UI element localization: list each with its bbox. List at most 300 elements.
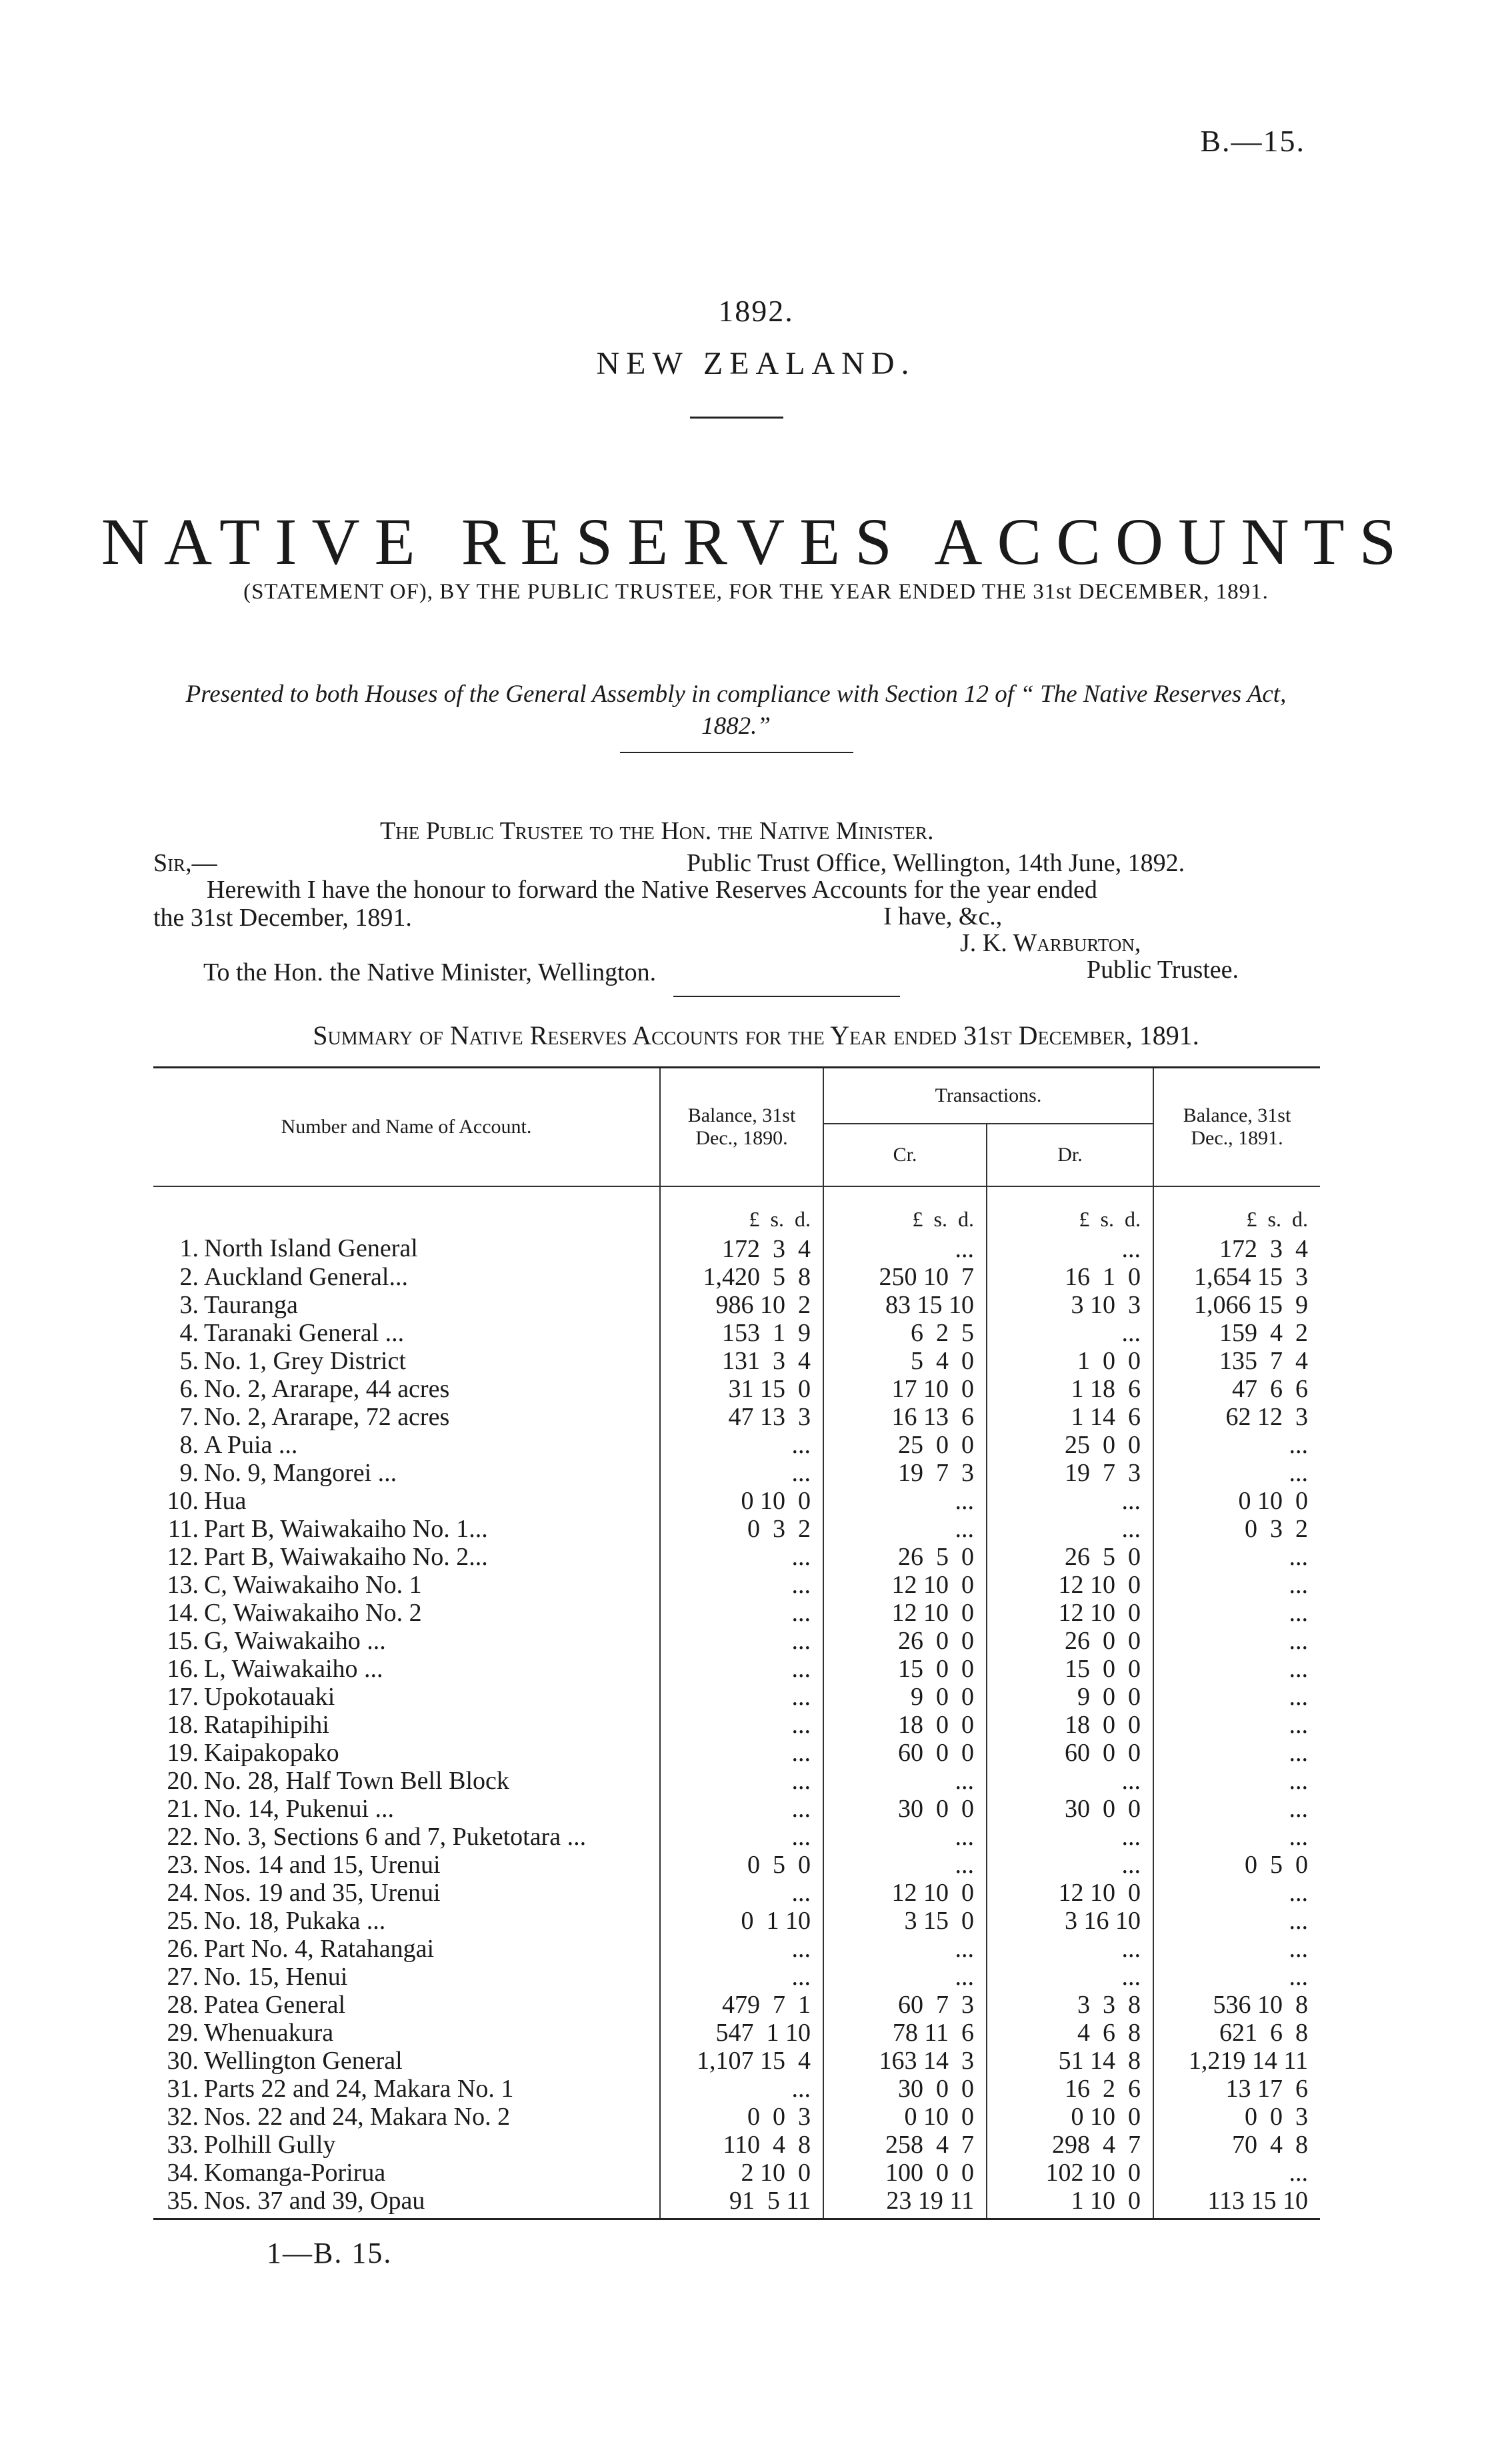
balance-1890-cell: 131 3 4 — [660, 1347, 823, 1375]
credit-cell: 60 0 0 — [823, 1739, 987, 1767]
balance-1891-cell: ... — [1153, 1543, 1320, 1571]
credit-cell: 9 0 0 — [823, 1683, 987, 1711]
balance-1891-cell: ... — [1153, 1879, 1320, 1907]
account-number: 22. — [167, 1823, 199, 1851]
balance-1891-cell: ... — [1153, 1627, 1320, 1655]
account-name-cell — [153, 1571, 660, 1599]
account-name: Polhill Gully — [204, 2131, 336, 2159]
balance-1890-cell: ... — [660, 1935, 823, 1963]
credit-cell: ... — [823, 1963, 987, 1991]
account-number: 23. — [167, 1851, 199, 1879]
page-title: NATIVE RESERVES ACCOUNTS — [101, 505, 1411, 579]
account-name: Kaipakopako — [204, 1739, 339, 1767]
balance-1890-cell: 172 3 4 — [660, 1233, 823, 1263]
accounts-table-body — [153, 1233, 1320, 2219]
balance-1890-cell: ... — [660, 1879, 823, 1907]
table-row — [153, 1375, 1320, 1403]
credit-cell: 30 0 0 — [823, 1795, 987, 1823]
country-heading: NEW ZEALAND. — [596, 346, 916, 381]
balance-1890-cell: ... — [660, 1627, 823, 1655]
table-row — [153, 1991, 1320, 2019]
debit-cell: 51 14 8 — [987, 2047, 1153, 2075]
account-number: 8. — [179, 1431, 199, 1459]
account-name: No. 15, Henui — [204, 1963, 348, 1991]
account-name: No. 28, Half Town Bell Block — [204, 1767, 509, 1795]
debit-cell: ... — [987, 1515, 1153, 1543]
table-row — [153, 1823, 1320, 1851]
account-number: 30. — [167, 2047, 199, 2075]
account-number: 17. — [167, 1683, 199, 1711]
table-row — [153, 2075, 1320, 2103]
table-row — [153, 1655, 1320, 1683]
debit-cell: 26 0 0 — [987, 1627, 1153, 1655]
account-name-cell — [153, 2047, 660, 2075]
letter-signatory: J. K. Warburton, — [960, 929, 1141, 957]
balance-1891-cell: 1,654 15 3 — [1153, 1263, 1320, 1291]
balance-1891-cell: 536 10 8 — [1153, 1991, 1320, 2019]
table-row — [153, 1907, 1320, 1935]
account-number: 19. — [167, 1739, 199, 1767]
balance-1891-cell: ... — [1153, 1739, 1320, 1767]
account-name-cell — [153, 1543, 660, 1571]
table-row — [153, 1795, 1320, 1823]
balance-1890-cell: ... — [660, 1431, 823, 1459]
account-name-cell — [153, 2103, 660, 2131]
balance-1891-cell: ... — [1153, 1599, 1320, 1627]
table-row — [153, 1459, 1320, 1487]
balance-1890-cell: 0 10 0 — [660, 1487, 823, 1515]
balance-1890-cell: ... — [660, 1767, 823, 1795]
balance-1891-cell: ... — [1153, 1571, 1320, 1599]
table-row — [153, 2187, 1320, 2219]
table-row — [153, 1403, 1320, 1431]
balance-1891-cell: 0 10 0 — [1153, 1487, 1320, 1515]
debit-cell: 0 10 0 — [987, 2103, 1153, 2131]
account-name-cell — [153, 1795, 660, 1823]
account-name-cell — [153, 1431, 660, 1459]
account-number: 14. — [167, 1599, 199, 1627]
account-name-cell — [153, 1767, 660, 1795]
balance-1891-cell: ... — [1153, 1655, 1320, 1683]
account-name-cell — [153, 1683, 660, 1711]
balance-1890-cell: ... — [660, 1963, 823, 1991]
debit-cell: ... — [987, 1935, 1153, 1963]
balance-1890-cell: ... — [660, 1823, 823, 1851]
balance-1890-cell: 153 1 9 — [660, 1319, 823, 1347]
balance-1890-cell: 47 13 3 — [660, 1403, 823, 1431]
account-number: 25. — [167, 1907, 199, 1935]
credit-cell: 12 10 0 — [823, 1879, 987, 1907]
account-number: 15. — [167, 1627, 199, 1655]
account-name-cell — [153, 1487, 660, 1515]
document-year: 1892. — [718, 294, 794, 328]
table-row — [153, 1431, 1320, 1459]
account-name-cell — [153, 1599, 660, 1627]
debit-cell: 16 2 6 — [987, 2075, 1153, 2103]
debit-cell: 1 14 6 — [987, 1403, 1153, 1431]
balance-1890-cell: 0 3 2 — [660, 1515, 823, 1543]
account-name: Nos. 14 and 15, Urenui — [204, 1851, 441, 1879]
units-spacer — [153, 1186, 660, 1233]
account-name-cell — [153, 2019, 660, 2047]
credit-cell: 78 11 6 — [823, 2019, 987, 2047]
account-name-cell — [153, 1263, 660, 1291]
account-name-cell — [153, 1233, 660, 1263]
column-header-transactions: Transactions. — [823, 1068, 1153, 1124]
account-number: 7. — [179, 1403, 199, 1431]
account-name-cell — [153, 1291, 660, 1319]
table-row — [153, 1291, 1320, 1319]
account-name-cell — [153, 2187, 660, 2219]
credit-cell: 18 0 0 — [823, 1711, 987, 1739]
balance-1891-cell: ... — [1153, 1683, 1320, 1711]
account-name: North Island General — [204, 1234, 418, 1262]
table-row — [153, 1487, 1320, 1515]
account-name-cell — [153, 2075, 660, 2103]
balance-1891-cell: ... — [1153, 1823, 1320, 1851]
table-row — [153, 1319, 1320, 1347]
letter-addressee: To the Hon. the Native Minister, Wellington. — [203, 958, 657, 986]
balance-1891-cell: 0 3 2 — [1153, 1515, 1320, 1543]
balance-1891-cell: 135 7 4 — [1153, 1347, 1320, 1375]
account-name-cell — [153, 1991, 660, 2019]
account-name: C, Waiwakaiho No. 1 — [204, 1571, 422, 1599]
balance-1891-cell: ... — [1153, 1963, 1320, 1991]
debit-cell: 30 0 0 — [987, 1795, 1153, 1823]
debit-cell: 4 6 8 — [987, 2019, 1153, 2047]
debit-cell: ... — [987, 1487, 1153, 1515]
credit-cell: ... — [823, 1487, 987, 1515]
balance-1891-cell: 621 6 8 — [1153, 2019, 1320, 2047]
letter-signatory-title: Public Trustee. — [1087, 956, 1239, 984]
table-row — [153, 1935, 1320, 1963]
balance-1890-cell: 31 15 0 — [660, 1375, 823, 1403]
account-name-cell — [153, 1739, 660, 1767]
letter-body-line-1: Herewith I have the honour to forward the Native Reserves Accounts for the year ended — [207, 876, 1097, 904]
account-number: 35. — [167, 2187, 199, 2215]
balance-1891-cell: ... — [1153, 1459, 1320, 1487]
letter-heading: The Public Trustee to the Hon. the Native Minister. — [380, 817, 934, 845]
account-name: Whenuakura — [204, 2019, 334, 2047]
account-name: Parts 22 and 24, Makara No. 1 — [204, 2075, 514, 2103]
account-name: Upokotauaki — [204, 1683, 335, 1711]
column-header-cr: Cr. — [823, 1124, 987, 1186]
credit-cell: ... — [823, 1851, 987, 1879]
account-name-cell — [153, 1347, 660, 1375]
balance-1890-cell: ... — [660, 1543, 823, 1571]
account-number: 34. — [167, 2159, 199, 2187]
credit-cell: 250 10 7 — [823, 1263, 987, 1291]
debit-cell: 25 0 0 — [987, 1431, 1153, 1459]
account-name: Tauranga — [204, 1291, 298, 1319]
debit-cell: ... — [987, 1823, 1153, 1851]
account-name-cell — [153, 1627, 660, 1655]
table-row — [153, 2131, 1320, 2159]
table-row — [153, 1599, 1320, 1627]
credit-cell: 6 2 5 — [823, 1319, 987, 1347]
account-name: Part B, Waiwakaiho No. 2... — [204, 1543, 488, 1571]
debit-cell: 1 10 0 — [987, 2187, 1153, 2219]
debit-cell: 298 4 7 — [987, 2131, 1153, 2159]
account-number: 18. — [167, 1711, 199, 1739]
balance-1891-cell: 0 0 3 — [1153, 2103, 1320, 2131]
account-name: No. 14, Pukenui ... — [204, 1795, 394, 1823]
account-number: 10. — [167, 1487, 199, 1515]
balance-1891-cell: 13 17 6 — [1153, 2075, 1320, 2103]
account-name-cell — [153, 1319, 660, 1347]
account-number: 9. — [179, 1459, 199, 1487]
table-row — [153, 1963, 1320, 1991]
balance-1891-cell: 1,066 15 9 — [1153, 1291, 1320, 1319]
account-name-cell — [153, 1515, 660, 1543]
account-name: No. 2, Ararape, 44 acres — [204, 1375, 450, 1403]
debit-cell: 3 10 3 — [987, 1291, 1153, 1319]
account-name: No. 3, Sections 6 and 7, Puketotara ... — [204, 1823, 587, 1851]
credit-cell: 26 5 0 — [823, 1543, 987, 1571]
units-label: £ s. d. — [660, 1186, 823, 1233]
credit-cell: 5 4 0 — [823, 1347, 987, 1375]
divider-rule — [620, 752, 853, 753]
credit-cell: 0 10 0 — [823, 2103, 987, 2131]
balance-1891-cell: ... — [1153, 1935, 1320, 1963]
column-header-dr: Dr. — [987, 1124, 1153, 1186]
debit-cell: 12 10 0 — [987, 1879, 1153, 1907]
credit-cell: 163 14 3 — [823, 2047, 987, 2075]
letter-address-date: Public Trust Office, Wellington, 14th June, 1892. — [687, 849, 1185, 877]
table-row — [153, 1683, 1320, 1711]
document-reference: B.—15. — [1200, 124, 1305, 158]
units-label: £ s. d. — [823, 1186, 987, 1233]
account-number: 1. — [179, 1234, 199, 1262]
account-name: No. 9, Mangorei ... — [204, 1459, 397, 1487]
account-name: Part No. 4, Ratahangai — [204, 1935, 435, 1963]
account-name-cell — [153, 1459, 660, 1487]
balance-1890-cell: ... — [660, 1683, 823, 1711]
table-row — [153, 1515, 1320, 1543]
credit-cell: ... — [823, 1935, 987, 1963]
letter-salutation: Sir,— — [153, 849, 217, 877]
balance-1891-cell: ... — [1153, 1431, 1320, 1459]
debit-cell: 18 0 0 — [987, 1711, 1153, 1739]
balance-1890-cell: ... — [660, 1739, 823, 1767]
credit-cell: 17 10 0 — [823, 1375, 987, 1403]
account-name: L, Waiwakaiho ... — [204, 1655, 383, 1683]
balance-1890-cell: 0 1 10 — [660, 1907, 823, 1935]
page-footer-signature: 1—B. 15. — [267, 2237, 393, 2269]
account-number: 32. — [167, 2103, 199, 2131]
balance-1891-cell: 1,219 14 11 — [1153, 2047, 1320, 2075]
account-name: Wellington General — [204, 2047, 403, 2075]
balance-1890-cell: 547 1 10 — [660, 2019, 823, 2047]
balance-1890-cell: 986 10 2 — [660, 1291, 823, 1319]
account-number: 3. — [179, 1291, 199, 1319]
debit-cell: 3 3 8 — [987, 1991, 1153, 2019]
balance-1890-cell: ... — [660, 1795, 823, 1823]
credit-cell: 12 10 0 — [823, 1599, 987, 1627]
account-name-cell — [153, 1935, 660, 1963]
table-row — [153, 1711, 1320, 1739]
debit-cell: 12 10 0 — [987, 1571, 1153, 1599]
balance-1890-cell: 479 7 1 — [660, 1991, 823, 2019]
account-name: Nos. 22 and 24, Makara No. 2 — [204, 2103, 511, 2131]
table-row — [153, 2019, 1320, 2047]
debit-cell: 60 0 0 — [987, 1739, 1153, 1767]
table-row — [153, 1767, 1320, 1795]
credit-cell: 3 15 0 — [823, 1907, 987, 1935]
credit-cell: ... — [823, 1233, 987, 1263]
account-name-cell — [153, 1655, 660, 1683]
balance-1890-cell: 110 4 8 — [660, 2131, 823, 2159]
balance-1890-cell: ... — [660, 1571, 823, 1599]
table-row — [153, 1879, 1320, 1907]
account-number: 11. — [167, 1515, 199, 1543]
account-name: A Puia ... — [204, 1431, 298, 1459]
units-label: £ s. d. — [987, 1186, 1153, 1233]
balance-1891-cell: ... — [1153, 1795, 1320, 1823]
account-name: G, Waiwakaiho ... — [204, 1627, 386, 1655]
account-name: No. 18, Pukaka ... — [204, 1907, 386, 1935]
balance-1891-cell: 62 12 3 — [1153, 1403, 1320, 1431]
table-row — [153, 2159, 1320, 2187]
account-number: 27. — [167, 1963, 199, 1991]
column-header-name: Number and Name of Account. — [281, 1116, 532, 1138]
account-number: 4. — [179, 1319, 199, 1347]
accounts-table — [153, 1066, 1320, 2220]
credit-cell: ... — [823, 1767, 987, 1795]
table-row — [153, 1263, 1320, 1291]
summary-title: Summary of Native Reserves Accounts for the Year ended 31st December, 1891. — [313, 1020, 1199, 1050]
debit-cell: 1 0 0 — [987, 1347, 1153, 1375]
account-name: Taranaki General ... — [204, 1319, 405, 1347]
account-name-cell — [153, 1851, 660, 1879]
credit-cell: 30 0 0 — [823, 2075, 987, 2103]
credit-cell: 83 15 10 — [823, 1291, 987, 1319]
balance-1890-cell: 91 5 11 — [660, 2187, 823, 2219]
table-row — [153, 1233, 1320, 1263]
divider-rule — [690, 417, 783, 419]
debit-cell: ... — [987, 1963, 1153, 1991]
credit-cell: ... — [823, 1515, 987, 1543]
account-name-cell — [153, 1907, 660, 1935]
balance-1890-cell: 1,420 5 8 — [660, 1263, 823, 1291]
debit-cell: 26 5 0 — [987, 1543, 1153, 1571]
units-label: £ s. d. — [1153, 1186, 1320, 1233]
account-name: No. 2, Ararape, 72 acres — [204, 1403, 450, 1431]
debit-cell: 1 18 6 — [987, 1375, 1153, 1403]
account-number: 26. — [167, 1935, 199, 1963]
balance-1890-cell: 0 0 3 — [660, 2103, 823, 2131]
presented-note: Presented to both Houses of the General Assembly in compliance with Section 12 of “ The Native Reserves Act, 1882.” — [185, 680, 1287, 740]
divider-rule — [673, 996, 900, 997]
debit-cell: 102 10 0 — [987, 2159, 1153, 2187]
credit-cell: 258 4 7 — [823, 2131, 987, 2159]
credit-cell: 19 7 3 — [823, 1459, 987, 1487]
balance-1890-cell: 0 5 0 — [660, 1851, 823, 1879]
credit-cell: 26 0 0 — [823, 1627, 987, 1655]
credit-cell: 100 0 0 — [823, 2159, 987, 2187]
balance-1890-cell: 1,107 15 4 — [660, 2047, 823, 2075]
balance-1891-cell: 113 15 10 — [1153, 2187, 1320, 2219]
letter-closing: I have, &c., — [883, 902, 1003, 930]
account-name-cell — [153, 1879, 660, 1907]
table-row — [153, 2103, 1320, 2131]
credit-cell: 23 19 11 — [823, 2187, 987, 2219]
account-number: 28. — [167, 1991, 199, 2019]
letter-body-line-2: the 31st December, 1891. — [153, 904, 412, 932]
balance-1890-cell: ... — [660, 1655, 823, 1683]
credit-cell: 60 7 3 — [823, 1991, 987, 2019]
balance-1891-cell: 47 6 6 — [1153, 1375, 1320, 1403]
account-name-cell — [153, 1375, 660, 1403]
account-name-cell — [153, 1403, 660, 1431]
account-number: 21. — [167, 1795, 199, 1823]
account-name-cell — [153, 2159, 660, 2187]
table-row — [153, 1851, 1320, 1879]
table-row — [153, 1627, 1320, 1655]
debit-cell: 16 1 0 — [987, 1263, 1153, 1291]
account-name: Auckland General... — [204, 1263, 408, 1291]
account-number: 29. — [167, 2019, 199, 2047]
account-name: Nos. 19 and 35, Urenui — [204, 1879, 441, 1907]
balance-1891-cell: ... — [1153, 1907, 1320, 1935]
account-number: 6. — [179, 1375, 199, 1403]
balance-1890-cell: ... — [660, 1599, 823, 1627]
balance-1891-cell: 159 4 2 — [1153, 1319, 1320, 1347]
account-name: Patea General — [204, 1991, 346, 2019]
account-number: 16. — [167, 1655, 199, 1683]
debit-cell: 12 10 0 — [987, 1599, 1153, 1627]
account-name-cell — [153, 1711, 660, 1739]
debit-cell: ... — [987, 1319, 1153, 1347]
account-name-cell — [153, 1963, 660, 1991]
account-number: 12. — [167, 1543, 199, 1571]
credit-cell: 16 13 6 — [823, 1403, 987, 1431]
balance-1890-cell: ... — [660, 1711, 823, 1739]
debit-cell: 19 7 3 — [987, 1459, 1153, 1487]
balance-1891-cell: ... — [1153, 1711, 1320, 1739]
account-name: Hua — [204, 1487, 247, 1515]
debit-cell: ... — [987, 1233, 1153, 1263]
debit-cell: ... — [987, 1851, 1153, 1879]
account-number: 33. — [167, 2131, 199, 2159]
account-number: 2. — [179, 1263, 199, 1291]
balance-1890-cell: 2 10 0 — [660, 2159, 823, 2187]
account-name: No. 1, Grey District — [204, 1347, 406, 1375]
table-row — [153, 1571, 1320, 1599]
balance-1890-cell: ... — [660, 2075, 823, 2103]
balance-1891-cell: 0 5 0 — [1153, 1851, 1320, 1879]
debit-cell: 9 0 0 — [987, 1683, 1153, 1711]
column-header-balance-1891: Balance, 31st Dec., 1891. — [1153, 1068, 1320, 1187]
balance-1890-cell: ... — [660, 1459, 823, 1487]
table-row — [153, 1543, 1320, 1571]
table-row — [153, 1739, 1320, 1767]
credit-cell: 15 0 0 — [823, 1655, 987, 1683]
balance-1891-cell: ... — [1153, 1767, 1320, 1795]
account-name: Part B, Waiwakaiho No. 1... — [204, 1515, 488, 1543]
column-header-balance-1890: Balance, 31st Dec., 1890. — [660, 1068, 823, 1187]
account-name-cell — [153, 2131, 660, 2159]
account-number: 20. — [167, 1767, 199, 1795]
account-name: Nos. 37 and 39, Opau — [204, 2187, 425, 2215]
balance-1891-cell: 172 3 4 — [1153, 1233, 1320, 1263]
account-number: 31. — [167, 2075, 199, 2103]
balance-1891-cell: ... — [1153, 2159, 1320, 2187]
account-number: 24. — [167, 1879, 199, 1907]
account-number: 13. — [167, 1571, 199, 1599]
table-row — [153, 2047, 1320, 2075]
account-name: Ratapihipihi — [204, 1711, 329, 1739]
